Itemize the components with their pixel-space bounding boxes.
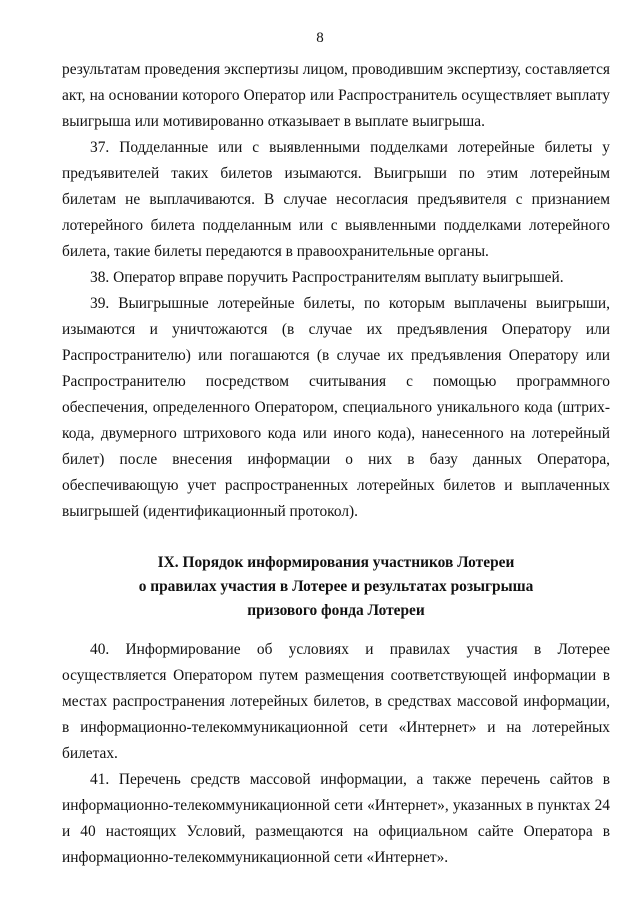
body-text-top: [62, 57, 610, 525]
section-heading: [62, 551, 610, 623]
body-text-bottom: [62, 637, 610, 871]
section-heading-line-2: о правилах участия в Лотерее и результатах розыгрыша: [138, 578, 534, 595]
paragraph-41: 41. Перечень средств массовой информации, а также перечень сайтов в информационно-телекоммуникационной сети «Интернет», указанных в пунктах 24 и 40 настоящих Условий, размещаются на официальном сайте Оператора в информационно-телекоммуникационной сети «Интернет».: [62, 771, 610, 866]
page-number: 8: [316, 30, 324, 46]
paragraph-37: 37. Подделанные или с выявленными подделками лотерейные билеты у предъявителей таких билетов изымаются. Выигрыши по этим лотерейным билетам не выплачиваются. В случае несогласия предъявителя с признанием лотерейного билета подделанным или с выявленными подделками лотерейного билета, такие билеты передаются в правоохранительные органы.: [62, 139, 610, 260]
paragraph-38: 38. Оператор вправе поручить Распространителям выплату выигрышей.: [90, 269, 564, 286]
paragraph-continuation: результатам проведения экспертизы лицом, проводившим экспертизу, составляется акт, на основании которого Оператор или Распространитель осуществляет выплату выигрыша или мотивированно отказывает в выплате выигрыша.: [62, 61, 610, 130]
section-heading-line-1: IX. Порядок информирования участников Лотереи: [157, 554, 515, 571]
paragraph-40: 40. Информирование об условиях и правилах участия в Лотерее осуществляется Оператором путем размещения соответствующей информации в местах распространения лотерейных билетов, в средствах массовой информации, в информационно-телекоммуникационной сети «Интернет» и на лотерейных билетах.: [62, 641, 610, 762]
paragraph-39: 39. Выигрышные лотерейные билеты, по которым выплачены выигрыши, изымаются и уничтожаются (в случае их предъявления Оператору или Распространителю) или погашаются (в случае их предъявления Оператору или Распространителю посредством считывания с помощью программного обеспечения, определенного Оператором, специального уникального кода (штрих-кода, двумерного штрихового кода или иного кода), нанесенного на лотерейный билет) после внесения информации о них в базу данных Оператора, обеспечивающую учет распространенных лотерейных билетов и выплаченных выигрышей (идентификационный протокол).: [62, 295, 610, 520]
section-heading-line-3: призового фонда Лотереи: [247, 602, 425, 619]
